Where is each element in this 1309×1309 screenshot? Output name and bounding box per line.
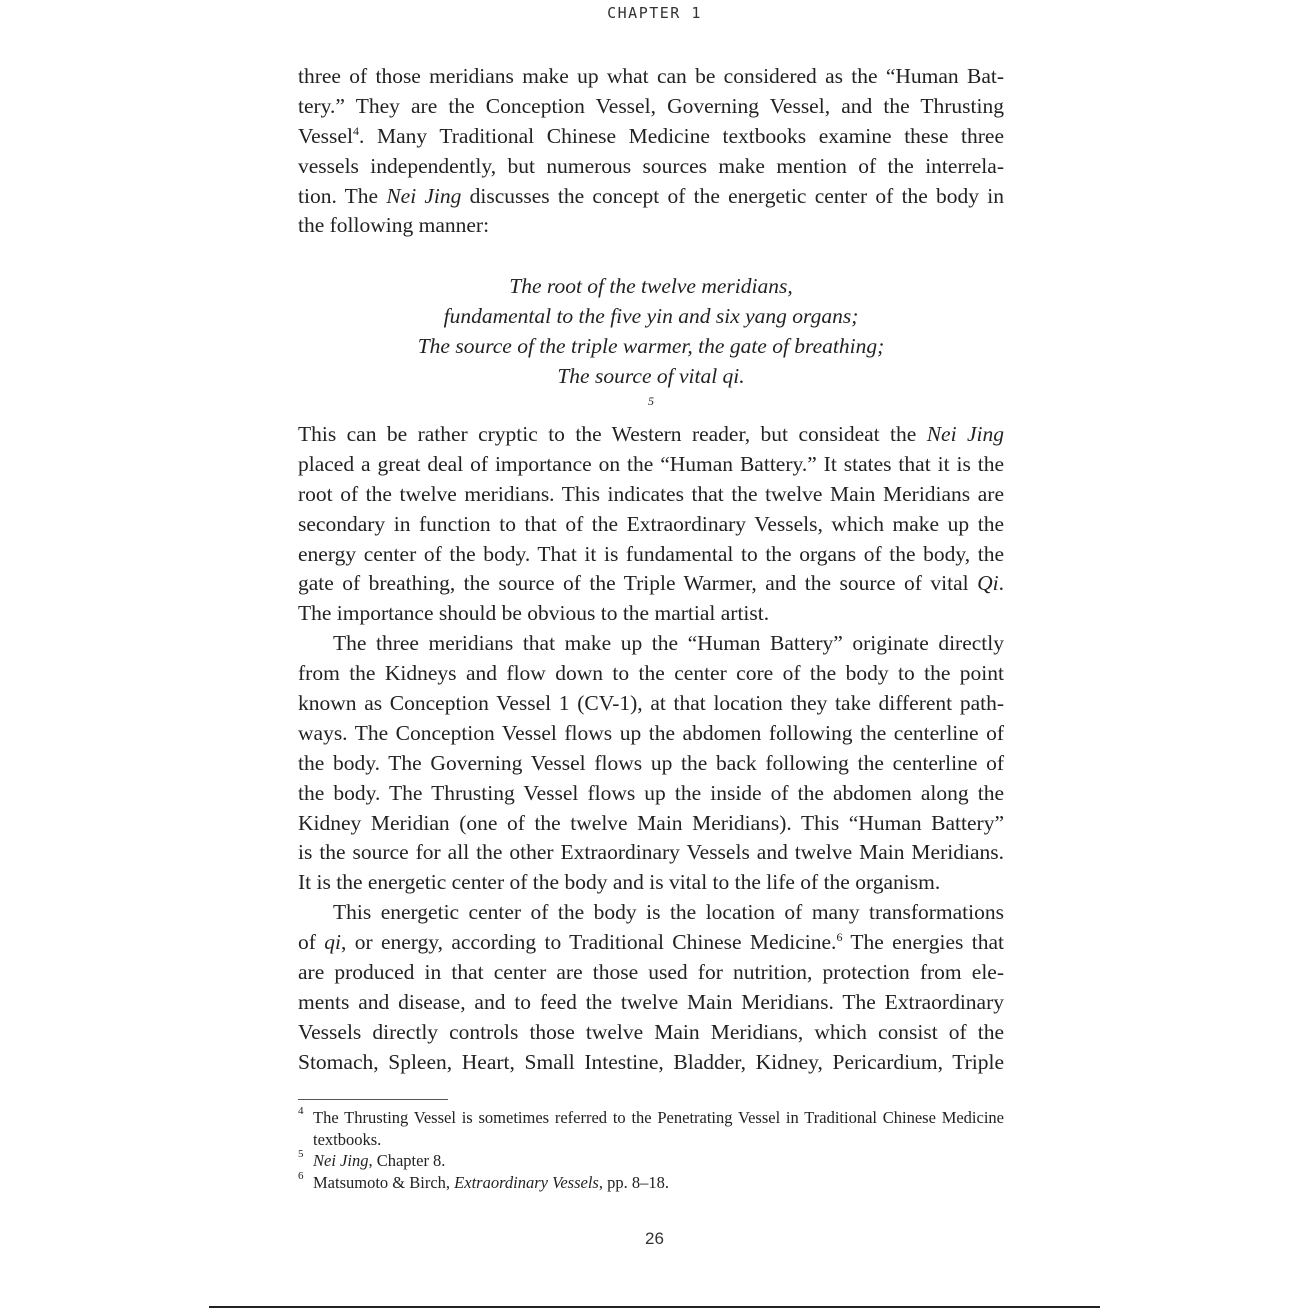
text-line: the body. The Thrusting Vessel flows up the inside of the abdomen along the: [298, 780, 1004, 805]
quote-line: The source of the triple warmer, the gate of breathing;: [417, 334, 885, 358]
italic-title: Nei Jing: [386, 183, 462, 208]
page-bottom-rule: [209, 1306, 1100, 1308]
quote-line: [298, 361, 1004, 421]
footnote-6: [298, 1169, 1004, 1194]
text-run: This can be rather cryptic to the Western reader, but consideat the: [298, 422, 927, 446]
footnote-line: [313, 1150, 1004, 1172]
text-run: Vessel: [298, 123, 353, 148]
text-line: Kidney Meridian (one of the twelve Main Meridians). This “Human Battery”: [298, 810, 1004, 835]
text-run: , or energy, according to Traditional Chinese Medicine.: [340, 930, 837, 955]
text-line: ways. The Conception Vessel flows up the abdomen following the centerline of: [298, 720, 1004, 745]
italic-title: Nei Jing: [313, 1151, 369, 1170]
text-line: are produced in that center are those used for nutrition, protection from ele-: [298, 960, 1004, 985]
text-run: Matsumoto & Birch,: [313, 1172, 455, 1192]
text-run: , pp. 8–18.: [598, 1172, 669, 1192]
text-line: [298, 928, 1004, 958]
text-line: known as Conception Vessel 1 (CV-1), at that location they take different path-: [298, 691, 1004, 716]
footnote-4: [298, 1107, 1004, 1150]
text-line: from the Kidneys and flow down to the center core of the body to the point: [298, 661, 1004, 686]
text-run: discusses the concept of the energetic center of the body in: [461, 183, 1005, 208]
text-line: root of the twelve meridians. This indicates that the twelve Main Meridians are: [298, 481, 1004, 506]
text-line: Vessels directly controls those twelve Main Meridians, which consist of the: [298, 1019, 1004, 1044]
block-quote: [298, 271, 1004, 421]
running-head: CHAPTER 1: [607, 4, 702, 22]
text-line: is the source for all the other Extraordinary Vessels and twelve Main Meridians.: [298, 840, 1004, 865]
text-line: [298, 182, 1004, 212]
quote-line: The root of the twelve meridians,: [509, 274, 793, 298]
footnote-5: [298, 1150, 1004, 1172]
text-line: [298, 122, 1004, 152]
italic-title: Extraordinary Vessels: [454, 1172, 599, 1192]
text-run: , Chapter 8.: [368, 1151, 446, 1170]
text-line: the body. The Governing Vessel flows up the back following the centerline of: [298, 750, 1004, 775]
footnote-ref-5[interactable]: 5: [648, 394, 654, 408]
text-line: ments and disease, and to feed the twelve Main Meridians. The Extraordinary: [298, 989, 1004, 1014]
footnote-number: 5: [298, 1148, 304, 1160]
text-line: placed a great deal of importance on the “Human Battery.” It states that it is the: [298, 451, 1004, 476]
italic-term: qi: [324, 930, 341, 955]
text-line: three of those meridians make up what can be considered as the “Human Bat-: [298, 64, 1004, 88]
text-line: [298, 420, 1004, 450]
text-line: It is the energetic center of the body and is vital to the life of the organism.: [298, 870, 941, 895]
italic-term: Qi: [977, 571, 999, 596]
text-run: The energies that: [842, 930, 1004, 955]
body-text-top: [298, 62, 1004, 241]
text-line: the following manner:: [298, 213, 490, 238]
body-text-main: [298, 420, 1004, 1078]
text-line: tery.” They are the Conception Vessel, Governing Vessel, and the Thrusting: [298, 93, 1004, 118]
page-number: 26: [645, 1229, 664, 1248]
footnote-line: textbooks.: [313, 1129, 382, 1149]
quote-line: fundamental to the five yin and six yang organs;: [443, 304, 859, 328]
text-line: secondary in function to that of the Extraordinary Vessels, which make up the: [298, 511, 1004, 536]
text-line: This energetic center of the body is the location of many transformations: [333, 900, 1004, 925]
text-line: energy center of the body. That it is fundamental to the organs of the body, the: [298, 541, 1004, 566]
text-line: [298, 569, 1004, 599]
text-run: tion. The: [298, 183, 387, 208]
italic-title: Nei Jing: [926, 422, 1004, 446]
footnote-divider: [298, 1099, 448, 1100]
footnote-number: 4: [298, 1105, 304, 1117]
footnote-number: 6: [298, 1169, 304, 1182]
text-line: The three meridians that make up the “Human Battery” originate directly: [333, 631, 1004, 656]
text-line: The importance should be obvious to the martial artist.: [298, 601, 770, 626]
footnotes: [298, 1107, 1004, 1193]
text-line: vessels independently, but numerous sources make mention of the interrela-: [298, 153, 1004, 178]
footnote-ref-6[interactable]: 6: [836, 930, 843, 945]
footnote-line: [313, 1172, 1004, 1194]
text-run: gate of breathing, the source of the Triple Warmer, and the source of vital: [298, 571, 978, 596]
footnote-line: The Thrusting Vessel is sometimes referred to the Penetrating Vessel in Traditional Chinese Medicine: [313, 1108, 1004, 1127]
text-line: Stomach, Spleen, Heart, Small Intestine, Bladder, Kidney, Pericardium, Triple: [298, 1049, 1004, 1074]
text-run: The source of vital qi.: [557, 364, 745, 388]
footnote-ref-4[interactable]: 4: [352, 123, 359, 138]
text-run: of: [298, 930, 325, 955]
text-run: .: [998, 571, 1004, 596]
text-run: . Many Traditional Chinese Medicine textbooks examine these three: [358, 123, 1004, 148]
